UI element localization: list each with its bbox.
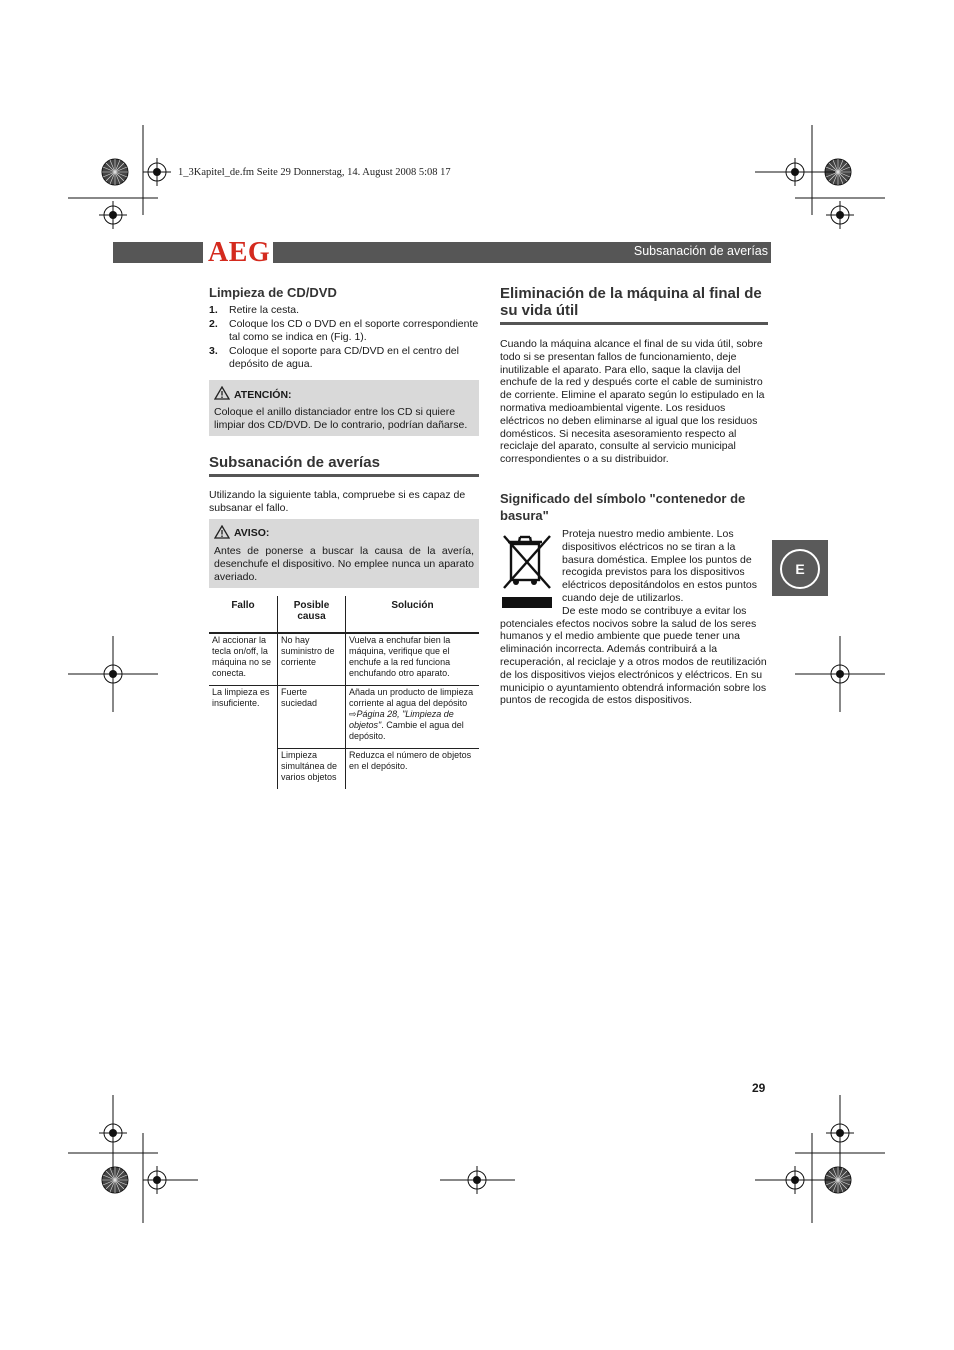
disposal-heading: Eliminación de la máquina al final de su vida útil [500, 285, 762, 319]
cell-cause: Fuerte suciedad [278, 685, 346, 748]
cell-solution: Vuelva a enchufar bien la máquina, verifique que el enchufe a la red funciona enchufando otro aparato. [346, 633, 480, 686]
step-text: Retire la cesta. [229, 304, 300, 316]
column-header-fault: Fallo [209, 596, 278, 633]
solution-text: Añada un producto de limpieza corriente al agua del depósito [349, 686, 474, 708]
warning-icon [214, 525, 230, 543]
list-item [209, 318, 479, 344]
arrow-right-icon: ⇨ [349, 708, 357, 719]
step-number: 2. [209, 318, 218, 330]
cell-fault [209, 748, 278, 789]
troubleshooting-table [209, 596, 479, 789]
warning-icon [214, 386, 230, 404]
cell-fault: Al accionar la tecla on/off, la máquina no se conecta. [212, 634, 272, 678]
symbol-heading: Significado del símbolo "contenedor de basura" [500, 490, 746, 523]
disposal-text: Cuando la máquina alcance el final de su vida útil, sobre todo si se presentan fallos de funcionamiento, deje inutilizable el aparato. Para ello, saque la clavija del enchufe de la red y después corte el cable de suministro de corriente. Elimine el aparato según lo estipulado en la normativa medioambiental vigente. Los residuos eléctricos no deben eliminarse al igual que los residuos domésticos. Si necesita asesoramiento respecto al reciclaje del aparato, consulte al servicio municipal correspondientes o a su distribuidor. [500, 338, 765, 466]
table-row [209, 748, 479, 789]
heading-rule [209, 474, 479, 477]
notice-title [214, 525, 474, 543]
step-number: 1. [209, 304, 218, 316]
language-code: E [780, 549, 820, 589]
cell-cause: Limpieza simultánea de varios objetos [278, 748, 346, 789]
table-header-row [209, 596, 479, 633]
notice-label: AVISO: [234, 527, 270, 540]
column-header-solution: Solución [346, 596, 480, 633]
attention-text: Coloque el anillo distanciador entre los CD si quiere limpiar dos CD/DVD. De lo contrario, podrían dañarse. [214, 406, 468, 431]
page-reference-link[interactable]: Página 28, "Limpieza de objetos" [349, 708, 454, 730]
symbol-text-2: De este modo se contribuye a evitar los potenciales efectos nocivos sobre la salud de los seres humanos y el medio ambiente que puede tener una eliminación incorrecta. Además contribuirá a la recuperación, al reciclaje y a otros modos de reutilización de los dispositivos viejos electrónicos y eléctricos. En su municipio o ayuntamiento obtendrá información sobre los puntos de recogida de estos dispositivos. [500, 604, 767, 707]
symbol-section [500, 528, 768, 707]
table-row [209, 633, 479, 686]
file-info-line: 1_3Kapitel_de.fm Seite 29 Donnerstag, 14. August 2008 5:08 17 [178, 167, 451, 178]
troubleshooting-heading: Subsanación de averías [209, 454, 380, 471]
cd-cleaning-steps [209, 304, 479, 371]
symbol-text-1: Proteja nuestro medio ambiente. Los dispositivos eléctricos no se tiran a la basura doméstica. Emplee los puntos de recogida previstos para los dispositivos eléctricos depositándolos en estos puntos cuando deje de utilizarlos. [562, 527, 757, 604]
table-row [209, 685, 479, 748]
step-text: Coloque los CD o DVD en el soporte correspondiente tal como se indica en (Fig. 1). [229, 318, 479, 343]
page-number: 29 [752, 1081, 766, 1095]
attention-title [214, 386, 474, 404]
cell-solution: Reduzca el número de objetos en el depósito. [346, 748, 480, 789]
step-number: 3. [209, 345, 218, 357]
cell-solution [346, 685, 480, 748]
attention-label: ATENCIÓN: [234, 388, 292, 401]
header-section-title: Subsanación de averías [633, 244, 768, 258]
list-item [209, 304, 479, 317]
cell-fault: La limpieza es insuficiente. [209, 685, 278, 748]
notice-box [209, 519, 479, 588]
notice-text: Antes de ponerse a buscar la causa de la avería, desenchufe el dispositivo. No emplee nunca un aparato averiado. [214, 544, 474, 583]
heading-rule [500, 322, 768, 325]
solution-text-end: . Cambie el agua del depósito. [349, 719, 464, 741]
right-column [500, 285, 768, 707]
brand-logo: AEG [203, 238, 273, 268]
cell-cause: No hay suministro de corriente [278, 633, 346, 686]
left-column [209, 285, 479, 789]
step-text: Coloque el soporte para CD/DVD en el centro del depósito de agua. [229, 345, 459, 370]
language-tab [772, 540, 828, 596]
crossed-bin-icon [500, 530, 556, 614]
column-header-cause: Posible causa [278, 596, 346, 633]
list-item [209, 345, 479, 371]
attention-box [209, 380, 479, 436]
troubleshooting-intro: Utilizando la siguiente tabla, compruebe si es capaz de subsanar el fallo. [209, 489, 466, 514]
cd-cleaning-heading: Limpieza de CD/DVD [209, 285, 337, 300]
